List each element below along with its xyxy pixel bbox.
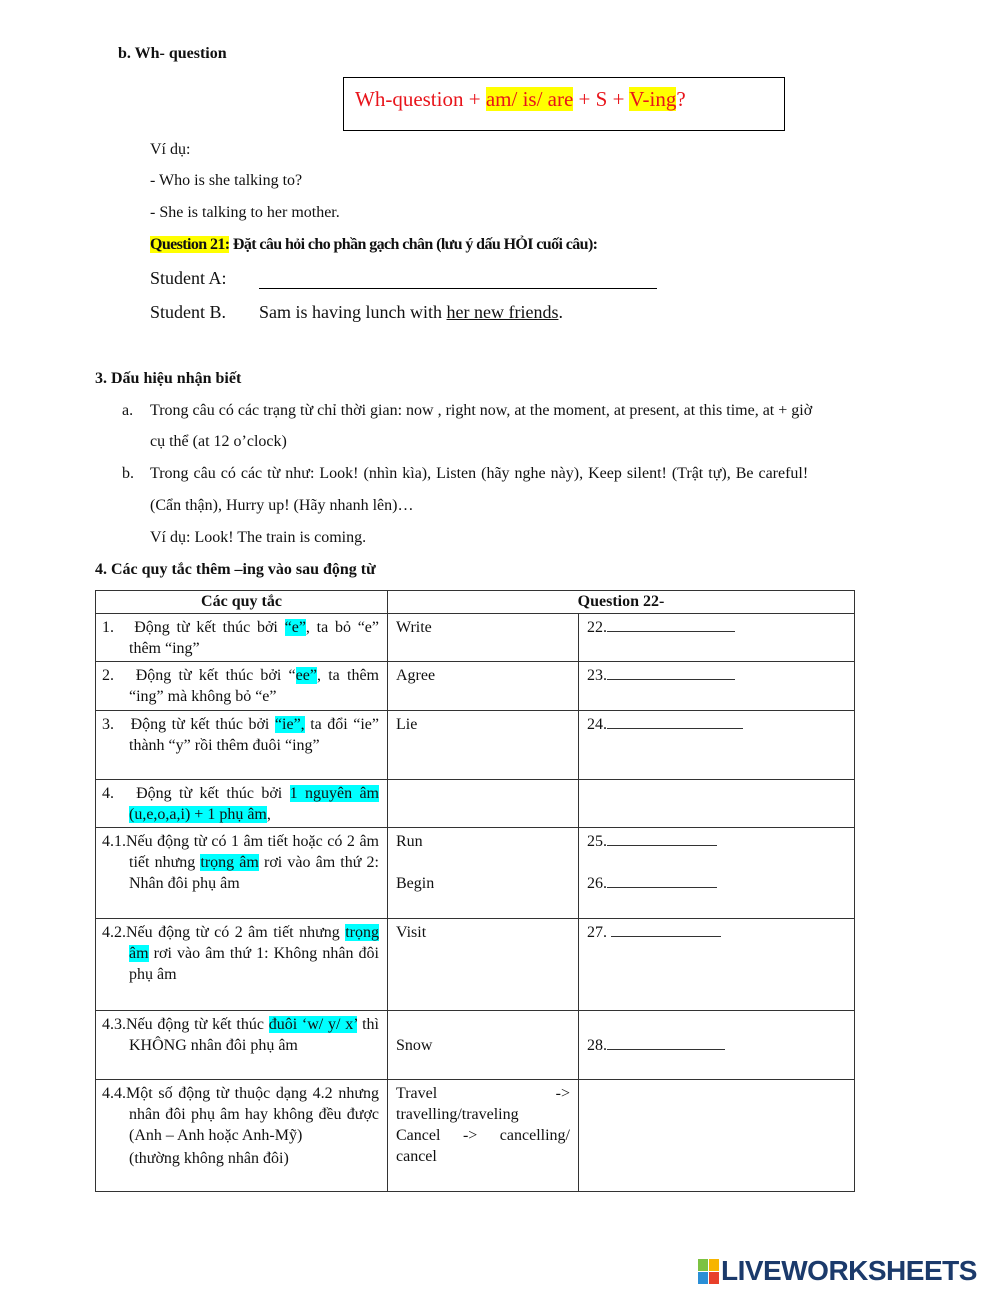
verb-run: Run — [396, 833, 423, 850]
rule-text: 1. Động từ kết thúc bởi — [102, 619, 285, 636]
rule-text: , ta thêm “ing” mà không bỏ “e” — [129, 667, 379, 705]
formula-part: ? — [676, 87, 686, 111]
verb-cell: Write — [388, 614, 579, 662]
table-row — [96, 780, 855, 828]
answer-number: 26. — [587, 875, 607, 892]
verb-begin: Begin — [396, 875, 435, 892]
example-question: - Who is she talking to? — [150, 172, 303, 189]
rule-text: 3. Động từ kết thúc bởi — [102, 716, 275, 733]
answer-number: 28. — [587, 1036, 607, 1054]
verb-travel: Travel -> travelling/traveling — [396, 1085, 570, 1123]
rule-text: 4.3.Nếu động từ kết thúc — [102, 1016, 269, 1033]
rule-text: rơi vào âm thứ 2: Nhân đôi phụ âm — [129, 854, 379, 892]
item-b-line1: Trong câu có các từ như: Look! (nhìn kìa), Listen (hãy nghe này), Keep silent! (Trật tự), Be careful! — [150, 465, 809, 482]
rule-highlight: “ie”, — [274, 716, 305, 733]
verb-cell: Visit — [388, 919, 579, 1011]
item-b-marker: b. — [122, 465, 134, 482]
rule-highlight: ee” — [295, 667, 317, 684]
underlined-phrase: her new friends — [446, 302, 559, 322]
rule-text: 4.2.Nếu động từ có 2 âm tiết nhưng — [102, 924, 346, 941]
question-21-text: Đặt câu hỏi cho phần gạch chân (lưu ý dấu HỎI cuối câu): — [229, 236, 598, 253]
item-a-marker: a. — [122, 402, 134, 419]
answer-blank-28[interactable] — [607, 1049, 725, 1050]
example-answer: - She is talking to her mother. — [150, 204, 340, 221]
section-3-title: 3. Dấu hiệu nhận biết — [95, 370, 242, 387]
answer-blank-22[interactable] — [607, 631, 735, 632]
table-row — [96, 711, 855, 780]
rule-highlight: đuôi ‘w/ y/ x’ — [268, 1016, 358, 1033]
rule-highlight: trọng âm — [200, 854, 259, 871]
student-a-label: Student A: — [150, 268, 227, 288]
table-row — [96, 614, 855, 662]
answer-number: 25. — [587, 833, 607, 850]
answer-cell-empty — [579, 780, 855, 828]
answer-number: 22. — [587, 619, 607, 636]
answer-blank-25[interactable] — [607, 845, 717, 846]
rule-note: (thường không nhân đôi) — [129, 1150, 289, 1167]
formula-highlight: am/ is/ are — [485, 87, 574, 111]
rule-text: thì KHÔNG nhân đôi phụ âm — [129, 1016, 379, 1054]
table-row — [96, 662, 855, 711]
answer-number: 24. — [587, 716, 607, 733]
rule-text: 4.1.Nếu động từ có 1 âm tiết hoặc có 2 âm tiết nhưng — [102, 833, 379, 871]
answer-blank-27[interactable] — [611, 936, 721, 937]
logo-icon — [698, 1259, 719, 1284]
table-row — [96, 919, 855, 1011]
item-a-line2: cụ thể (at 12 o’clock) — [150, 433, 287, 450]
header-question-22: Question 22- — [388, 591, 855, 614]
answer-blank-23[interactable] — [607, 679, 735, 680]
formula-part: Wh-question + — [355, 87, 486, 111]
verb-cell: Snow — [388, 1011, 579, 1080]
example-label: Ví dụ: — [150, 141, 191, 158]
verb-cancel: Cancel -> cancelling/ cancel — [396, 1127, 570, 1165]
header-rules: Các quy tắc — [96, 591, 388, 614]
answer-number: 27. — [587, 924, 611, 941]
period: . — [558, 302, 563, 322]
student-a-answer-blank[interactable] — [259, 268, 657, 289]
formula-part: + S + — [573, 87, 630, 111]
answer-blank-24[interactable] — [607, 728, 743, 729]
item-b-line2: (Cẩn thận), Hurry up! (Hãy nhanh lên)… — [150, 497, 414, 514]
student-b-sentence: Sam is having lunch with — [259, 302, 447, 322]
table-row — [96, 1080, 855, 1192]
rule-highlight: “e” — [284, 619, 306, 636]
rule-text: 2. Động từ kết thúc bởi “ — [102, 667, 296, 684]
verb-cell-empty — [388, 780, 579, 828]
rule-text: , ta bỏ “e” thêm “ing” — [129, 619, 379, 657]
answer-cell-empty — [579, 1080, 855, 1192]
rule-text: 4.4.Một số động từ thuộc dạng 4.2 nhưng nhân đôi phụ âm hay không đều được (Anh – Anh hoặc Anh-Mỹ) — [102, 1085, 379, 1144]
section-3-example: Ví dụ: Look! The train is coming. — [150, 529, 367, 546]
question-21-label: Question 21: — [150, 236, 230, 253]
rule-highlight: trọng âm — [129, 924, 379, 962]
liveworksheets-logo — [698, 1255, 977, 1287]
verb-cell: Agree — [388, 662, 579, 711]
table-row — [96, 828, 855, 919]
verb-cell: Lie — [388, 711, 579, 780]
rule-text: rơi vào âm thứ 1: Không nhân đôi phụ âm — [129, 945, 379, 983]
logo-text: LIVEWORKSHEETS — [721, 1255, 977, 1286]
rule-text: ta đổi “ie” thành “y” rồi thêm đuôi “ing” — [129, 716, 380, 754]
rule-text: , — [266, 806, 271, 823]
ing-rules-table — [95, 590, 855, 1192]
formula-highlight: V-ing — [629, 87, 677, 111]
item-a-line1: Trong câu có các trạng từ chỉ thời gian: now , right now, at the moment, at present, at this time, at + giờ — [150, 402, 813, 419]
section-b-title: b. Wh- question — [118, 45, 227, 62]
answer-blank-26[interactable] — [607, 887, 717, 888]
rule-highlight: 1 nguyên âm (u,e,o,a,i) + 1 phụ âm — [129, 785, 379, 823]
answer-number: 23. — [587, 667, 607, 684]
section-4-title: 4. Các quy tắc thêm –ing vào sau động từ — [95, 561, 376, 578]
table-row — [96, 1011, 855, 1080]
formula-box — [343, 77, 785, 131]
rule-text: 4. Động từ kết thúc bởi — [102, 785, 290, 802]
student-b-label: Student B. — [150, 302, 227, 322]
